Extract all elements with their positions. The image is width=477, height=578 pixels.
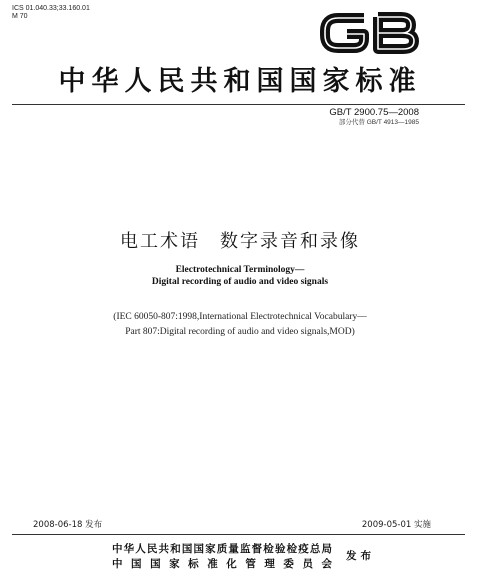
equivalence-line-1: (IEC 60050-807:1998,International Electrotechnical Vocabulary— (113, 312, 367, 322)
title-en-line-1: Electrotechnical Terminology— (175, 265, 305, 275)
classification-codes (12, 5, 90, 21)
footer-divider (12, 534, 465, 535)
document-title-english (40, 264, 440, 288)
document-title-chinese: 电工术语 数字录音和录像 (120, 231, 360, 252)
publish-label: 发布 (346, 550, 375, 562)
equivalence-line-2: Part 807:Digital recording of audio and video signals,MOD) (125, 327, 355, 337)
iec-equivalence-note (30, 310, 450, 340)
issue-date: 2008-06-18 发布 (33, 520, 103, 530)
header-divider (12, 104, 465, 105)
ics-code: ICS 01.040.33;33.160.01 (12, 5, 90, 12)
standard-type-heading: 中华人民共和国国家标准 (58, 66, 422, 97)
gb-logo-icon (318, 9, 422, 57)
standard-number: GB/T 2900.75—2008 (329, 107, 419, 118)
replaces-note: 部分代替 GB/T 4913—1985 (338, 119, 419, 126)
title-en-line-2: Digital recording of audio and video signals (151, 277, 329, 287)
publisher-aqsiq: 中华人民共和国国家质量监督检验检疫总局 (112, 543, 332, 555)
implementation-date: 2009-05-01 实施 (361, 520, 431, 530)
ccs-code: M 70 (12, 13, 28, 20)
publisher-sac: 中 国 国 家 标 准 化 管 理 委 员 会 (112, 558, 332, 570)
